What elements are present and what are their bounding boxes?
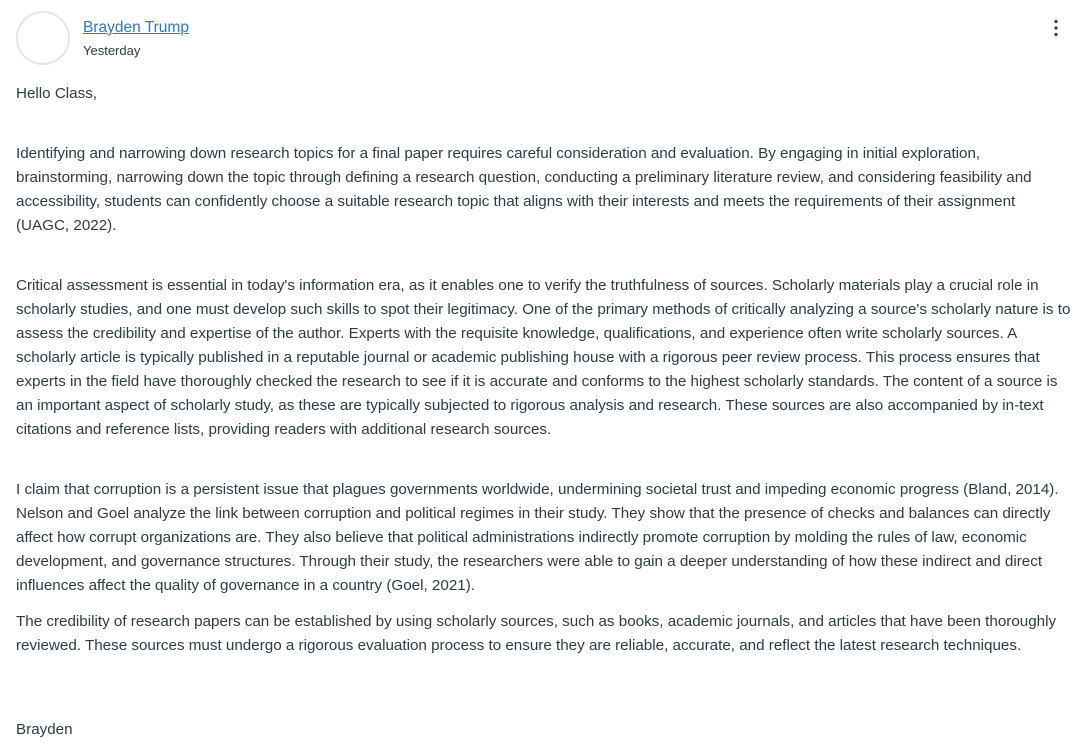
post-paragraph: I claim that corruption is a persistent issue that plagues governments worldwide, undermining societal trust and impeding economic progress (Bland, 2014). Nelson and Goel analyze the link between corruption and political regimes in their study. They show that the presence of checks and balances can directly affect how corrupt organizations are. They also believe that political administrations indirectly promote corruption by molding the rules of law, economic development, and governance structures. Through their study, the researchers were able to gain a deeper understanding of how these indirect and direct influences affect the quality of governance in a country (Goel, 2021). bbox=[16, 481, 1059, 594]
author-name-link[interactable]: Brayden Trump bbox=[83, 19, 189, 36]
post-options-button[interactable] bbox=[1044, 16, 1068, 40]
author-avatar[interactable] bbox=[16, 11, 70, 65]
post-signoff: Brayden bbox=[16, 721, 73, 738]
post-timestamp: Yesterday bbox=[83, 43, 141, 58]
post-greeting: Hello Class, bbox=[16, 85, 98, 102]
kebab-menu-icon bbox=[1044, 16, 1068, 40]
post-paragraph: Critical assessment is essential in today's information era, as it enables one to verify the truthfulness of sources. Scholarly materials play a crucial role in scholarly studies, and one must develop such skills to spot their legitimacy. One of the primary methods of critically analyzing a source's scholarly nature is to assess the credibility and expertise of the author. Experts with the requisite knowledge, qualifications, and experience often write scholarly sources. A scholarly article is typically published in a reputable journal or academic publishing house with a rigorous peer review process. This process ensures that experts in the field have thoroughly checked the research to see if it is accurate and conforms to the highest scholarly standards. The content of a source is an important aspect of scholarly study, as these are typically subjected to rigorous analysis and research. These sources are also accompanied by in-text citations and reference lists, providing readers with additional research sources. bbox=[16, 277, 1071, 438]
post-paragraph: Identifying and narrowing down research topics for a final paper requires careful consideration and evaluation. By engaging in initial exploration, brainstorming, narrowing down the topic through defining a research question, conducting a preliminary literature review, and considering feasibility and accessibility, students can confidently choose a suitable research topic that aligns with their interests and meets the requirements of their assignment (UAGC, 2022). bbox=[16, 145, 1032, 234]
post-paragraph: The credibility of research papers can be established by using scholarly sources, such as books, academic journals, and articles that have been thoroughly reviewed. These sources must undergo a rigorous evaluation process to ensure they are reliable, accurate, and reflect the latest research techniques. bbox=[16, 613, 1057, 654]
